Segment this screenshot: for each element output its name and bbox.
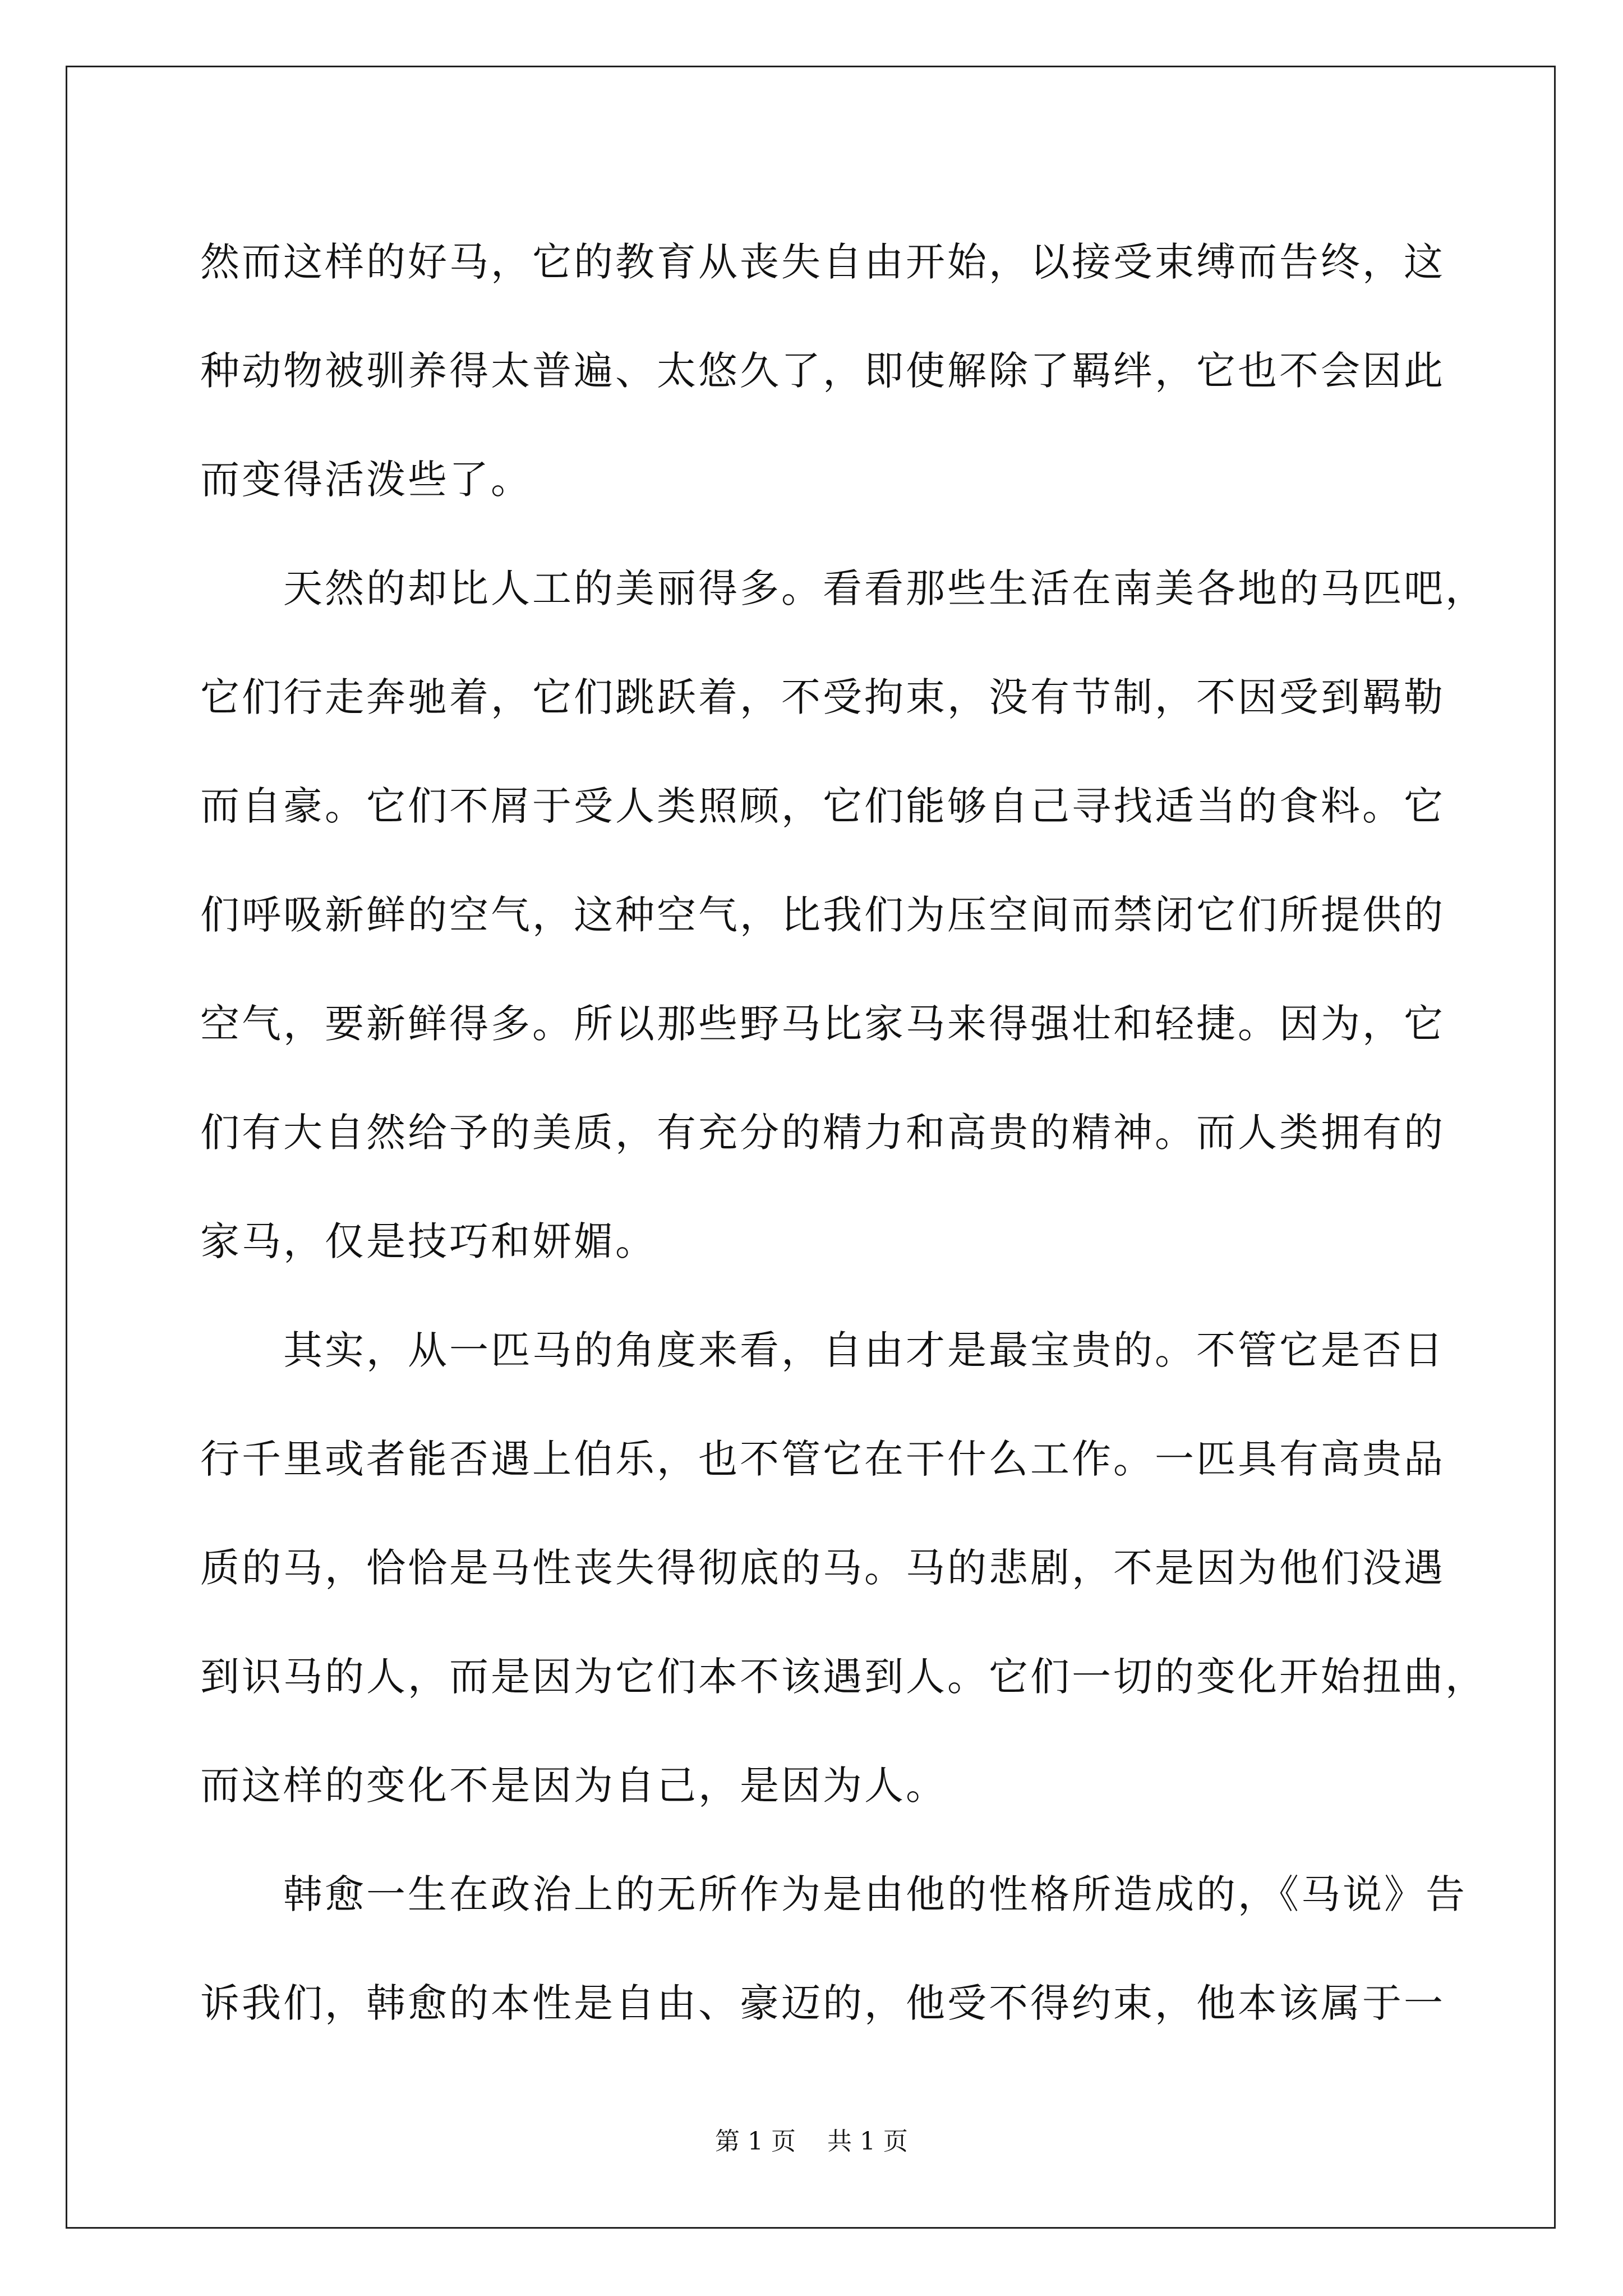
text-line: 到识马的人，而是因为它们本不该遇到人。它们一切的变化开始扭曲， <box>200 1654 1487 1700</box>
text-line: 们有大自然给予的美质，有充分的精力和高贵的精神。而人类拥有的 <box>200 1110 1445 1156</box>
paragraph-first-line: 韩愈一生在政治上的无所作为是由他的性格所造成的，《马说》告 <box>283 1871 1467 1917</box>
text-line: 而自豪。它们不屑于受人类照顾，它们能够自己寻找适当的食料。它 <box>200 783 1445 829</box>
paragraph-first-line: 其实，从一匹马的角度来看，自由才是最宝贵的。不管它是否日 <box>283 1327 1445 1373</box>
text-line: 家马，仅是技巧和妍媚。 <box>200 1218 657 1264</box>
text-line: 它们行走奔驰着，它们跳跃着，不受拘束，没有节制，不因受到羁勒 <box>200 674 1445 720</box>
page-footer: 第 1 页 共 1 页 <box>715 2127 908 2156</box>
document-body <box>200 208 1487 2058</box>
text-line: 质的马，恰恰是马性丧失得彻底的马。马的悲剧，不是因为他们没遇 <box>200 1545 1445 1591</box>
text-line: 诉我们，韩愈的本性是自由、豪迈的，他受不得约束，他本该属于一 <box>200 1980 1445 2026</box>
paragraph-first-line: 天然的却比人工的美丽得多。看看那些生活在南美各地的马匹吧， <box>283 565 1487 611</box>
text-line: 们呼吸新鲜的空气，这种空气，比我们为压空间而禁闭它们所提供的 <box>200 892 1445 938</box>
text-line: 然而这样的好马，它的教育从丧失自由开始，以接受束缚而告终，这 <box>200 239 1445 285</box>
text-line: 而这样的变化不是因为自己，是因为人。 <box>200 1763 947 1809</box>
text-line: 行千里或者能否遇上伯乐，也不管它在干什么工作。一匹具有高贵品 <box>200 1436 1445 1482</box>
text-line: 而变得活泼些了。 <box>200 457 532 503</box>
text-line: 空气，要新鲜得多。所以那些野马比家马来得强壮和轻捷。因为，它 <box>200 1001 1445 1047</box>
text-line: 种动物被驯养得太普遍、太悠久了，即使解除了羁绊，它也不会因此 <box>200 348 1445 394</box>
